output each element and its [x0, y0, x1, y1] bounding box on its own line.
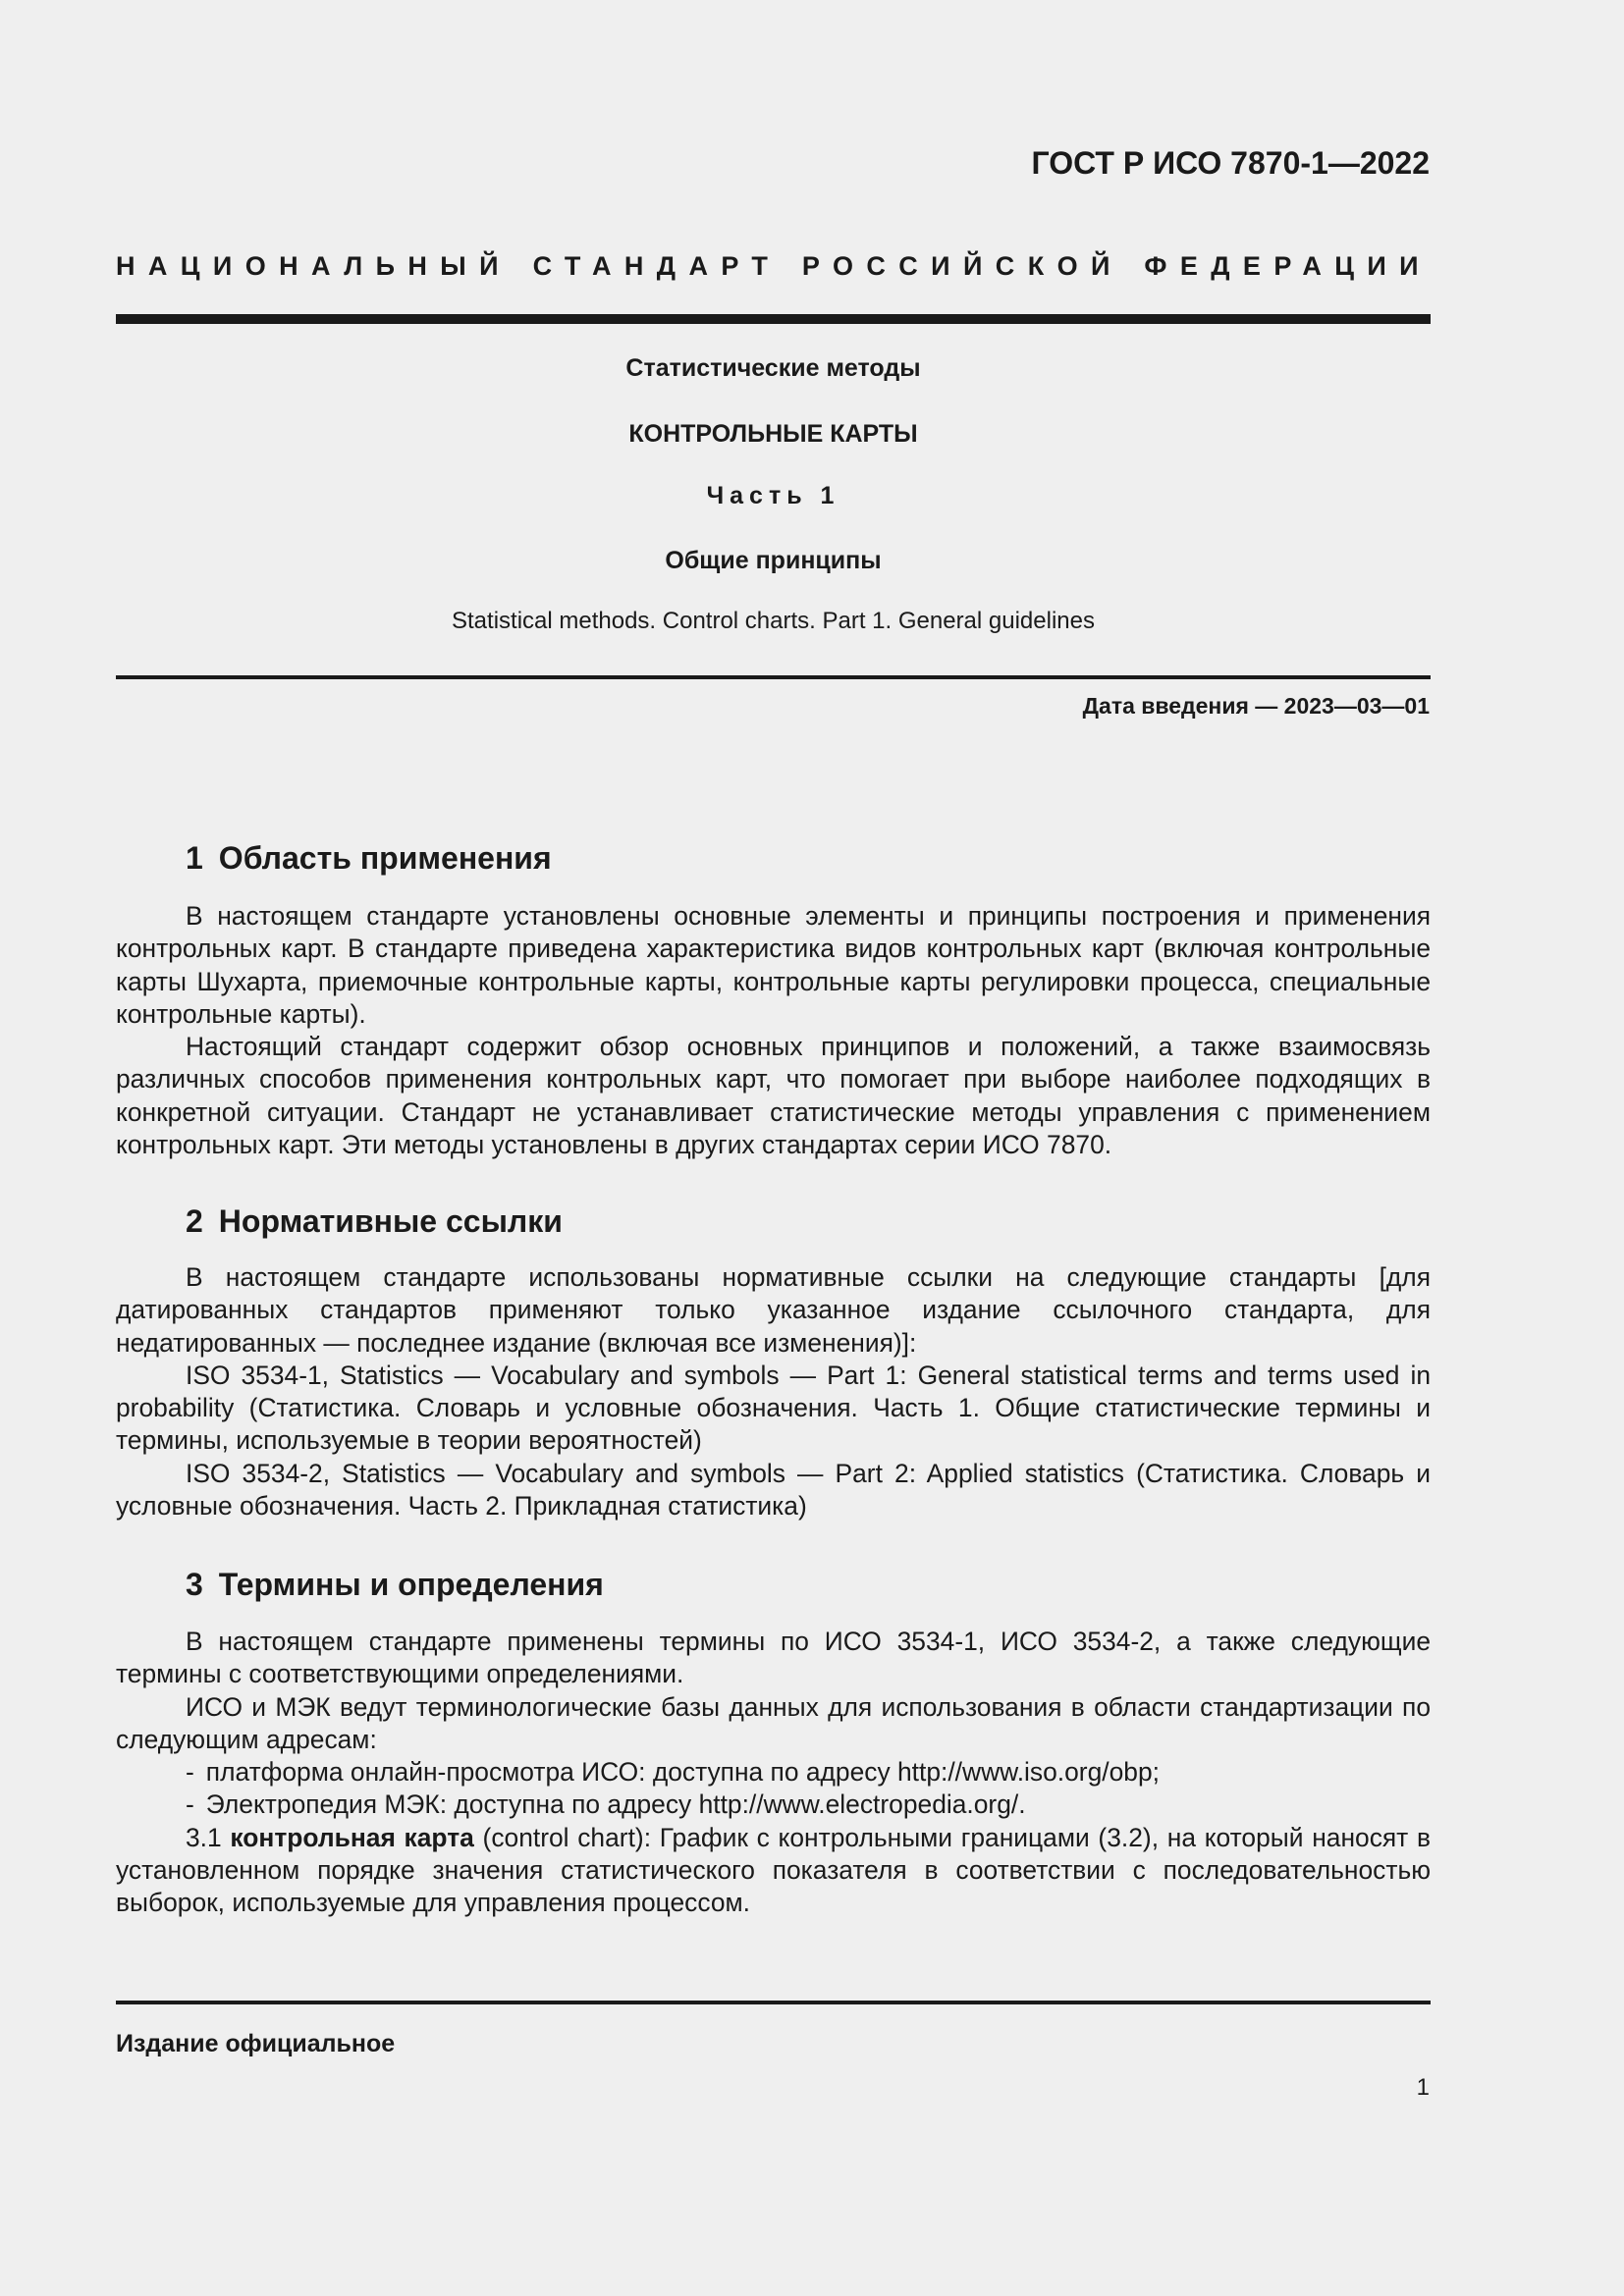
list-item — [116, 1789, 1431, 1821]
list-dash: - — [186, 1757, 194, 1788]
page-number: 1 — [1416, 2074, 1430, 2101]
term-number: 3.1 — [186, 1822, 222, 1852]
section-title: Нормативные ссылки — [218, 1203, 563, 1239]
term-definition-text: График с контрольными границами (3.2), на который наносят в установленном порядке значения статистического показателя в соответствии с последовательностью выборок, используемые для управления процессом. — [116, 1822, 1431, 1918]
section-1-heading — [186, 840, 552, 877]
introduction-date: Дата введения — 2023—03—01 — [1082, 693, 1430, 719]
list-dash: - — [186, 1789, 194, 1820]
title-line-1: Статистические методы — [625, 354, 921, 382]
section-number: 2 — [186, 1203, 203, 1239]
paragraph: В настоящем стандарте применены термины по ИСО 3534-1, ИСО 3534-2, а также следующие термины с соответствующими определениями. — [116, 1627, 1431, 1689]
section-number: 3 — [186, 1567, 203, 1602]
title-part: Часть 1 — [706, 482, 840, 509]
section-1-body — [116, 900, 1431, 1161]
section-3-heading — [186, 1567, 604, 1603]
paragraph: В настоящем стандарте установлены основные элементы и принципы построения и применения контрольных карт. В стандарте приведена характеристика видов контрольных карт (включая контрольные карты Шухарта, приемочные контрольные карты, контрольные карты регулировки процесса, специальные контрольные карты). — [116, 901, 1431, 1029]
list-item-text: платформа онлайн-просмотра ИСО: доступна по адресу http://www.iso.org/obp; — [205, 1757, 1160, 1788]
list-item-text: Электропедия МЭК: доступна по адресу http://www.electropedia.org/. — [205, 1789, 1026, 1820]
standard-code: ГОСТ Р ИСО 7870-1—2022 — [1031, 145, 1430, 181]
list-item — [116, 1756, 1431, 1789]
section-number: 1 — [186, 840, 203, 876]
title-line-2: КОНТРОЛЬНЫЕ КАРТЫ — [628, 420, 918, 448]
section-3-body — [116, 1626, 1431, 1920]
term-english: (control chart): — [482, 1822, 652, 1852]
section-2-heading — [186, 1203, 563, 1240]
paragraph: ИСО и МЭК ведут терминологические базы данных для использования в области стандартизации по следующим адресам: — [116, 1691, 1431, 1754]
footer-divider — [116, 2001, 1431, 2004]
term-definition — [116, 1822, 1431, 1920]
paragraph: В настоящем стандарте использованы нормативные ссылки на следующие стандарты [для датированных стандартов применяют только указанное издание ссылочного стандарта, для недатированных — последнее издание (включая все изменения)]: — [116, 1262, 1431, 1358]
section-2-body — [116, 1261, 1431, 1522]
reference-item: ISO 3534-2, Statistics — Vocabulary and symbols — Part 2: Applied statistics (Статистика. Словарь и условные обозначения. Часть 2. Прикладная статистика) — [116, 1458, 1431, 1522]
header-divider — [116, 314, 1431, 324]
paragraph: Настоящий стандарт содержит обзор основных принципов и положений, а также взаимосвязь различных способов применения контрольных карт, что помогает при выборе наиболее подходящих в конкретной ситуации. Стандарт не устанавливает статистические методы управления с применением контрольных карт. Эти методы установлены в других стандартах серии ИСО 7870. — [116, 1032, 1431, 1160]
title-english: Statistical methods. Control charts. Part 1. General guidelines — [452, 608, 1095, 634]
section-title: Область применения — [218, 840, 552, 876]
title-subtitle: Общие принципы — [665, 547, 882, 574]
national-standard-heading: НАЦИОНАЛЬНЫЙ СТАНДАРТ РОССИЙСКОЙ ФЕДЕРАЦИИ — [116, 251, 1432, 281]
title-divider — [116, 675, 1431, 679]
section-title: Термины и определения — [218, 1567, 604, 1602]
reference-item: ISO 3534-1, Statistics — Vocabulary and symbols — Part 1: General statistical terms and terms used in probability (Статистика. Словарь и условные обозначения. Часть 1. Общие статистические термины и термины, используемые в теории вероятностей) — [116, 1360, 1431, 1456]
term-name: контрольная карта — [230, 1822, 474, 1852]
official-edition-label: Издание официальное — [116, 2030, 396, 2057]
